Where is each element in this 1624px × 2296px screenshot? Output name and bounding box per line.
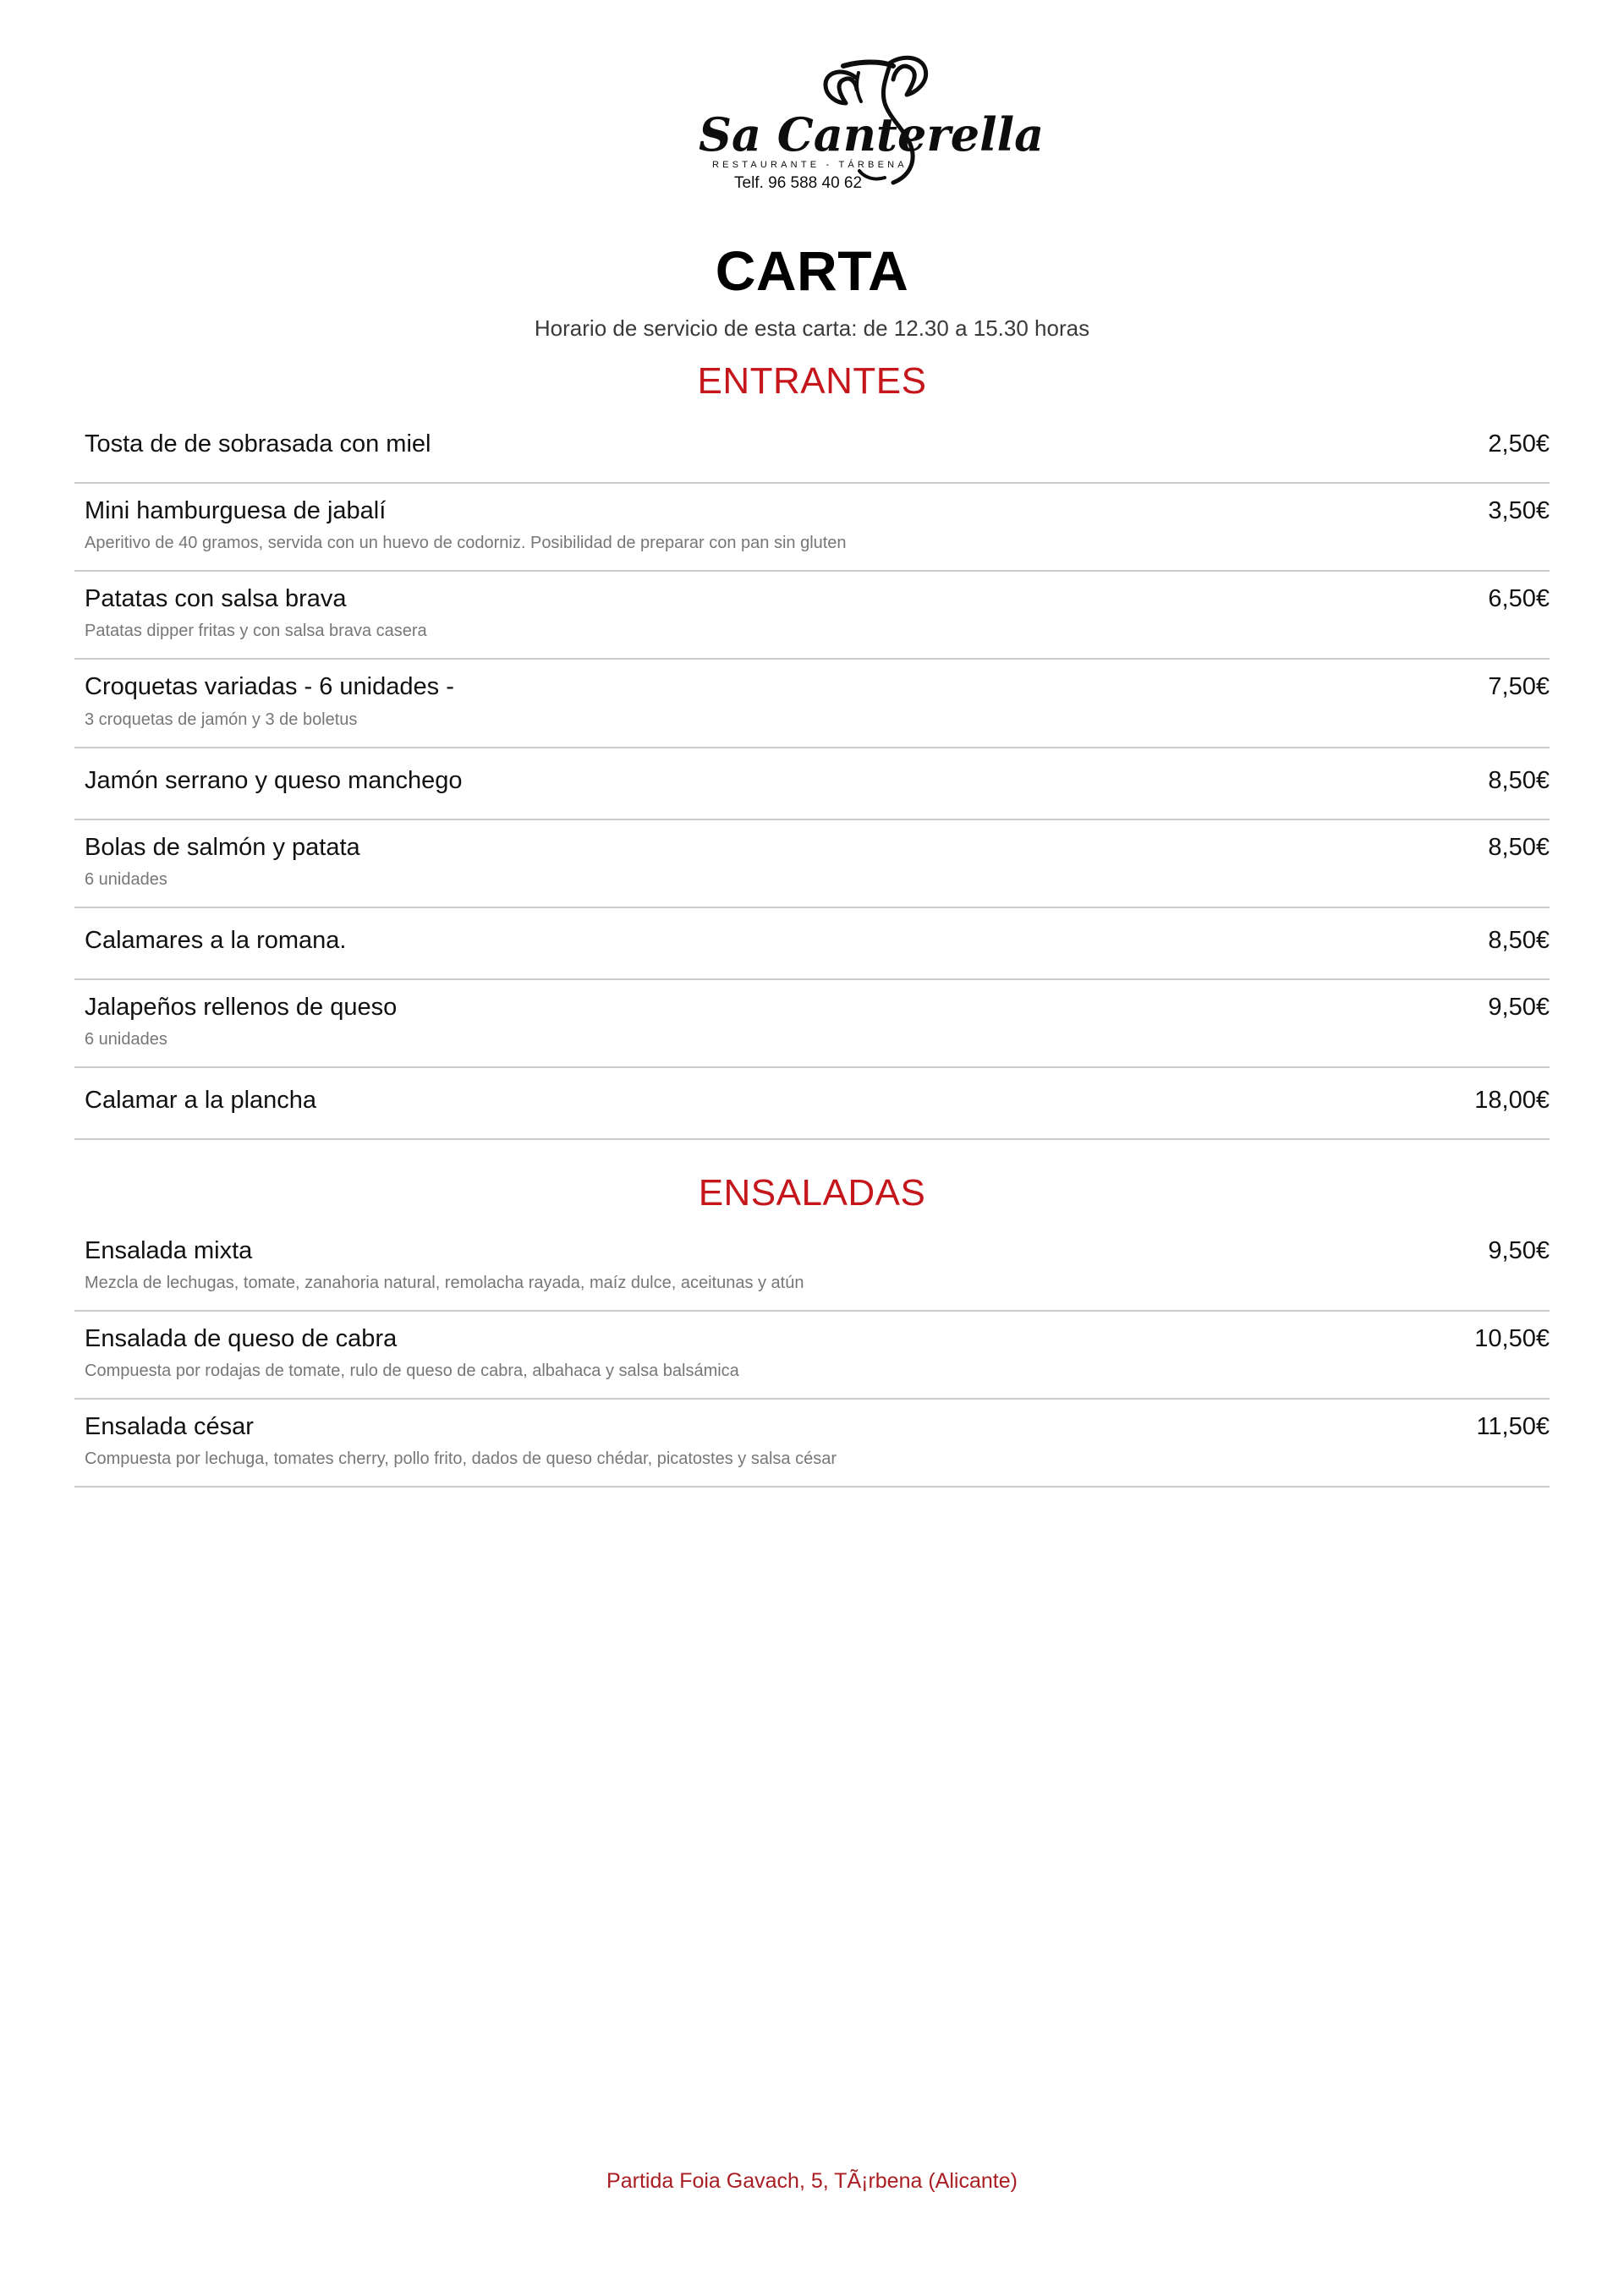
menu-item-row [74,671,1550,703]
menu-item [74,1400,1550,1488]
menu-item-name: Croquetas variadas - 6 unidades - [85,673,454,701]
menu-item-name: Jalapeños rellenos de queso [85,993,398,1021]
menu-item-name: Ensalada mixta [85,1236,253,1264]
menu-section [0,1172,1624,1488]
menu-item-price: 8,50€ [1488,766,1550,794]
menu-item-name: Ensalada de queso de cabra [85,1324,398,1352]
menu-item-price: 8,50€ [1488,926,1550,954]
menu-item [74,1312,1550,1400]
menu-item-price: 7,50€ [1488,673,1550,701]
menu-item [74,1224,1550,1312]
menu-item [74,660,1550,748]
menu-item-row [74,584,1550,615]
menu-item-price: 6,50€ [1488,585,1550,613]
menu-item-description: 6 unidades [85,1029,167,1049]
menu-item-list [74,1224,1550,1488]
logo-inner [634,44,1045,192]
menu-item-description: Patatas dipper fritas y con salsa brava casera [85,622,427,641]
menu-item [74,1068,1550,1140]
menu-item-row [74,765,1550,797]
menu-item-row [74,1236,1550,1267]
menu-item [74,572,1550,660]
menu-item [74,484,1550,572]
menu-item-description: 6 unidades [85,869,167,889]
menu-item-price: 9,50€ [1488,993,1550,1021]
menu-item-price: 3,50€ [1488,497,1550,525]
menu-item [74,412,1550,484]
menu-item-row [74,429,1550,460]
menu-item-description: Mezcla de lechugas, tomate, zanahoria natural, remolacha rayada, maíz dulce, aceitunas y atún [85,1273,804,1292]
menu-item-description: Compuesta por lechuga, tomates cherry, pollo frito, dados de queso chédar, picatostes y salsa césar [85,1449,837,1468]
menu-item-name: Patatas con salsa brava [85,585,347,613]
menu-item-name: Mini hamburguesa de jabalí [85,497,387,525]
page-footer [0,2091,1624,2296]
menu-title-block [0,239,1624,342]
logo-artwork [634,44,1045,192]
menu-item-price: 2,50€ [1488,430,1550,458]
menu-item-name: Jamón serrano y queso manchego [85,766,463,794]
menu-item-name: Ensalada césar [85,1412,254,1440]
service-hours-note: Horario de servicio de esta carta: de 12.30 a 15.30 horas [534,315,1090,342]
menu-item-name: Tosta de de sobrasada con miel [85,430,431,458]
menu-item-row [74,832,1550,863]
menu-item-row [74,1323,1550,1355]
menu-item-row [74,992,1550,1023]
restaurant-logo [0,0,1624,192]
menu-item-price: 11,50€ [1476,1412,1550,1440]
menu-item-name: Calamar a la plancha [85,1086,317,1114]
logo-wordmark: Sa Canterella [699,107,1045,162]
section-header-entrantes: ENTRANTES [697,360,927,403]
menu-item-row [74,1411,1550,1443]
menu-item-description: 3 croquetas de jamón y 3 de boletus [85,710,358,729]
restaurant-address: Partida Foia Gavach, 5, TÃ¡rbena (Alicante) [606,2168,1018,2193]
menu-item-row [74,496,1550,527]
menu-item-price: 18,00€ [1474,1086,1550,1114]
menu-item-name: Bolas de salmón y patata [85,833,360,861]
menu-sections [0,342,1624,1488]
menu-item [74,820,1550,908]
logo-tagline: RESTAURANTE - TÁRBENA [712,160,908,170]
menu-item-name: Calamares a la romana. [85,926,347,954]
logo-phone: Telf. 96 588 40 62 [734,174,863,192]
menu-item-description: Compuesta por rodajas de tomate, rulo de queso de cabra, albahaca y salsa balsámica [85,1361,739,1380]
menu-item-description: Aperitivo de 40 gramos, servida con un huevo de codorniz. Posibilidad de preparar con pan sin gluten [85,534,847,553]
section-header-ensaladas: ENSALADAS [698,1172,926,1214]
menu-item-price: 8,50€ [1488,833,1550,861]
menu-item [74,748,1550,820]
menu-item-row [74,1085,1550,1116]
menu-item [74,980,1550,1068]
menu-item-row [74,925,1550,956]
menu-item-list [74,412,1550,1140]
menu-item [74,908,1550,980]
menu-item-price: 10,50€ [1474,1324,1550,1352]
page-title: CARTA [715,239,909,302]
menu-section [0,360,1624,1140]
menu-item-price: 9,50€ [1488,1236,1550,1264]
